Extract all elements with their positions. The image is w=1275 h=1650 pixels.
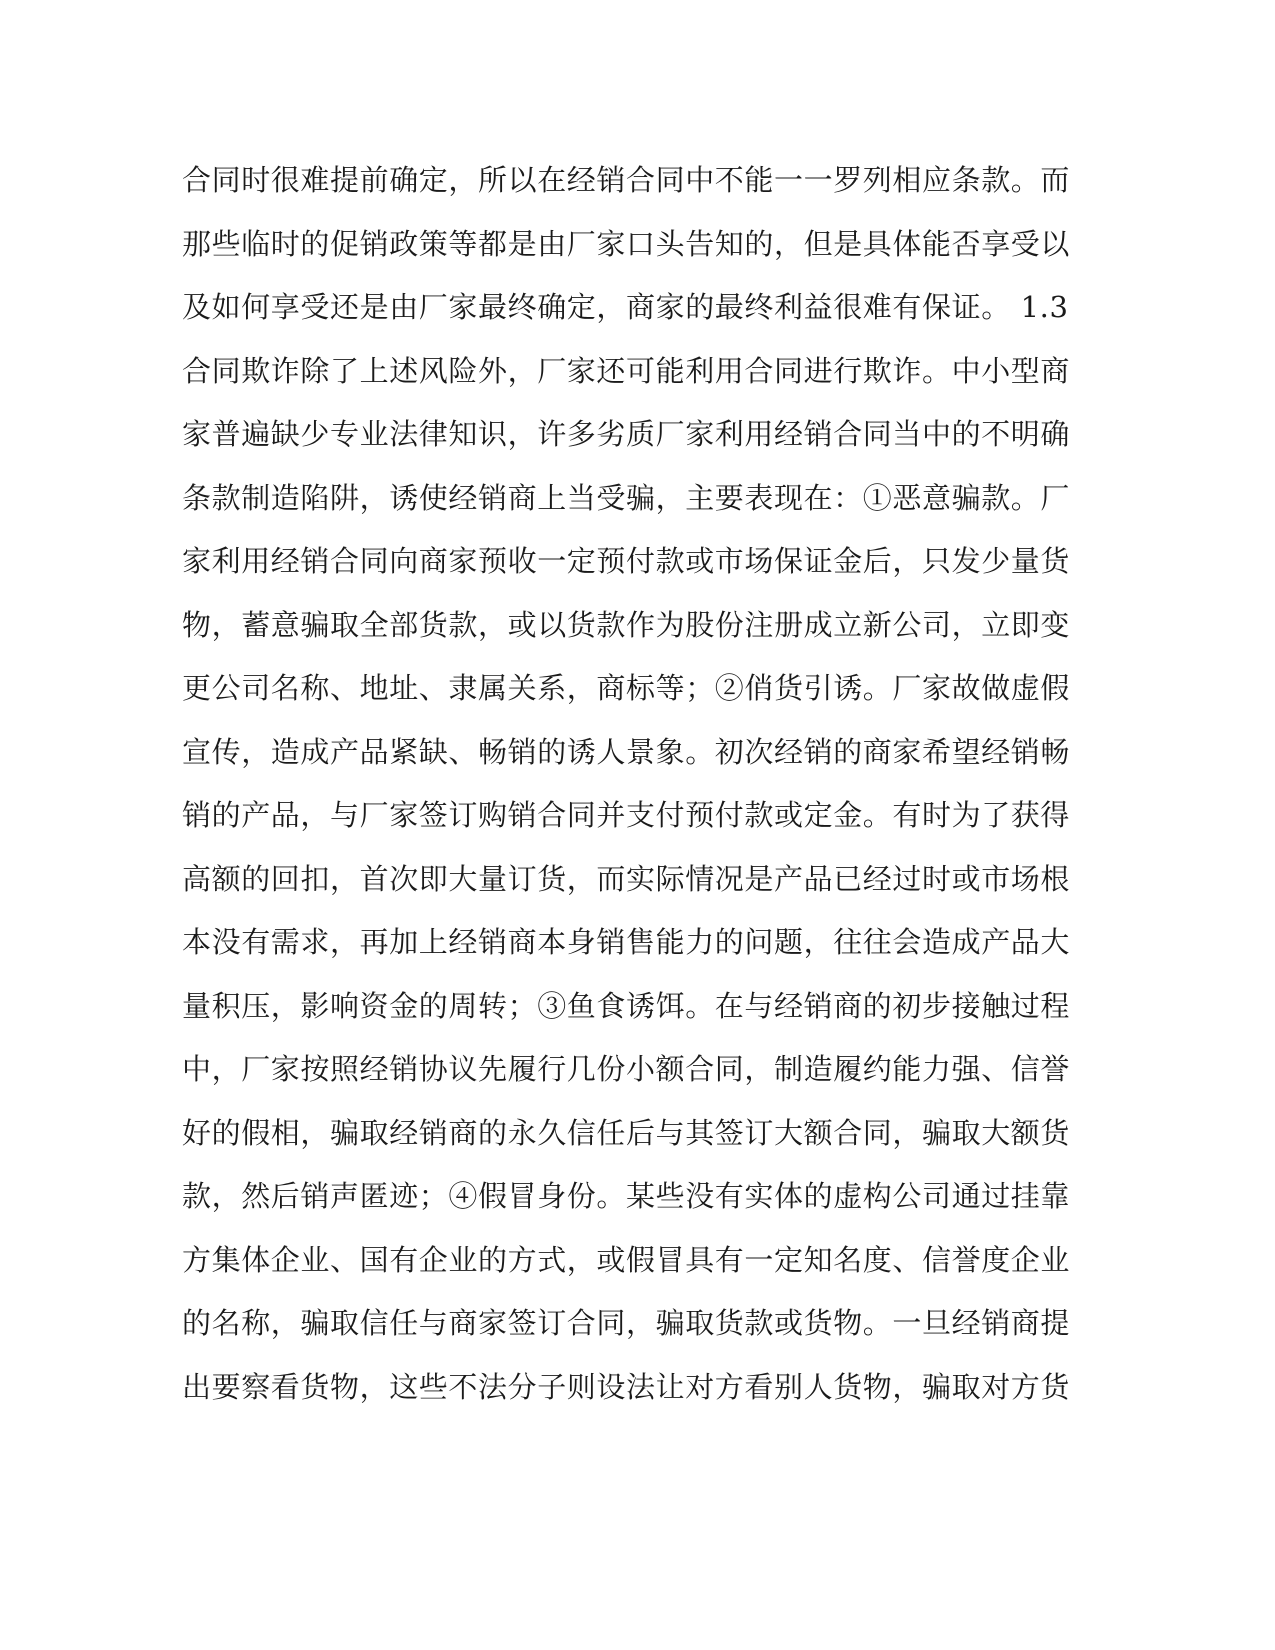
text-line: 家利用经销合同向商家预收一定预付款或市场保证金后，只发少量货: [182, 544, 1071, 578]
text-line: 的名称，骗取信任与商家签订合同，骗取货款或货物。一旦经销商提: [182, 1306, 1071, 1340]
text-line: 中，厂家按照经销协议先履行几份小额合同，制造履约能力强、信誉: [182, 1052, 1071, 1086]
text-line: 销的产品，与厂家签订购销合同并支付预付款或定金。有时为了获得: [182, 798, 1071, 832]
text-line: 高额的回扣，首次即大量订货，而实际情况是产品已经过时或市场根: [182, 861, 1071, 896]
text-line: 量积压，影响资金的周转；③鱼食诱饵。在与经销商的初步接触过程: [182, 988, 1071, 1023]
text-line: 宣传，造成产品紧缺、畅销的诱人景象。初次经销的商家希望经销畅: [182, 734, 1071, 769]
text-line: 物，蓄意骗取全部货款，或以货款作为股份注册成立新公司，立即变: [182, 607, 1071, 642]
text-line: 款，然后销声匿迹；④假冒身份。某些没有实体的虚构公司通过挂靠: [182, 1179, 1071, 1213]
text-line: 更公司名称、地址、隶属关系，商标等；②俏货引诱。厂家故做虚假: [182, 671, 1071, 705]
text-line: 本没有需求，再加上经销商本身销售能力的问题，往往会造成产品大: [182, 925, 1071, 959]
text-line: 及如何享受还是由厂家最终确定，商家的最终利益很难有保证。 1.3: [182, 290, 1069, 324]
text-line: 家普遍缺少专业法律知识，许多劣质厂家利用经销合同当中的不明确: [182, 417, 1071, 451]
text-line: 出要察看货物，这些不法分子则设法让对方看别人货物，骗取对方货: [182, 1369, 1071, 1404]
text-line: 合同时很难提前确定，所以在经销合同中不能一一罗列相应条款。而: [182, 163, 1071, 197]
text-line: 方集体企业、国有企业的方式，或假冒具有一定知名度、信誉度企业: [182, 1242, 1071, 1277]
text-line: 合同欺诈除了上述风险外，厂家还可能利用合同进行欺诈。中小型商: [182, 353, 1071, 388]
text-line: 好的假相，骗取经销商的永久信任后与其签订大额合同，骗取大额货: [182, 1115, 1071, 1150]
body-text: [182, 154, 1071, 1424]
text-line: 那些临时的促销政策等都是由厂家口头告知的，但是具体能否享受以: [182, 226, 1071, 261]
text-line: 条款制造陷阱，诱使经销商上当受骗，主要表现在：①恶意骗款。厂: [182, 480, 1071, 515]
